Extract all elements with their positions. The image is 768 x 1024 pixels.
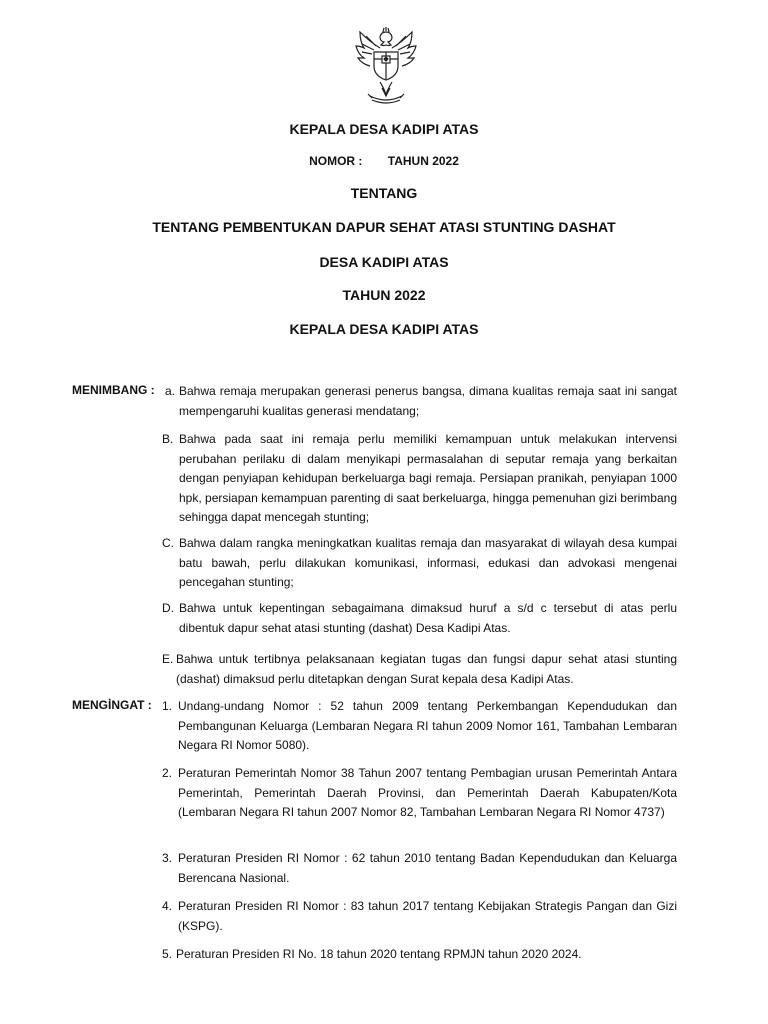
year-heading: TAHUN 2022 [342,287,426,303]
garuda-emblem-icon [354,26,418,112]
item-text: Bahwa untuk tertibnya pelaksanaan kegiatan tugas dan fungsi dapur sehat atasi stunting (dashat) dimaksud perlu ditetapkan dengan Surat kepala desa Kadipi Atas. [176,652,677,686]
item-marker: B. [162,432,174,446]
menimbang-item [162,650,677,689]
item-text: Bahwa dalam rangka meningkatkan kualitas remaja dan masyarakat di wilayah desa kumpai batu bawah, perlu dilakukan komunikasi, informasi, edukasi dan advokasi mengenai pencegahan stunting; [179,536,677,589]
menimbang-item [162,599,677,638]
item-text: Bahwa pada saat ini remaja perlu memiliki kemampuan untuk melakukan intervensi perubahan perilaku di dalam menyikapi permasalahan di seputar remaja yang berkaitan dengan penyiapan kehidupan berkeluarga bagi remaja. Persiapan pranikah, penyiapan 1000 hpk, persiapan kemampuan parenting di saat berkeluarga, hingga pemenuhan gizi berimbang sehingga dapat mencegah stunting; [179,432,677,524]
document-title: KEPALA DESA KADIPI ATAS [289,121,479,137]
item-marker: D. [162,601,174,615]
item-marker: 1. [162,699,173,713]
nomor-label: NOMOR : [309,154,363,168]
tahun-label: TAHUN 2022 [387,154,459,168]
mengingat-item [162,764,677,823]
desa-heading: DESA KADIPI ATAS [319,254,449,270]
item-text: Peraturan Presiden RI Nomor : 62 tahun 2010 tentang Badan Kependudukan dan Keluarga Berencana Nasional. [178,851,677,885]
mengingat-item [162,849,677,888]
menimbang-item [165,382,677,421]
item-text: Peraturan Presiden RI No. 18 tahun 2020 tentang RPMJN tahun 2020 2024. [176,947,582,961]
item-marker: a. [165,384,176,398]
closing-heading: KEPALA DESA KADIPI ATAS [289,321,479,337]
item-marker: E. [162,652,174,666]
item-text: Undang-undang Nomor : 52 tahun 2009 tentang Perkembangan Kependudukan dan Pembangunan Keluarga (Lembaran Negara RI tahun 2009 Nomor 161, Tambahan Lembaran Negara RI Nomor 5080). [178,699,677,752]
mengingat-item [162,945,677,965]
item-marker: 5. [162,947,173,961]
subject-heading: TENTANG PEMBENTUKAN DAPUR SEHAT ATASI STUNTING DASHAT [152,219,616,235]
mengingat-label: MENGİNGAT : [72,698,152,712]
mengingat-item [162,697,677,756]
item-text: Bahwa remaja merupakan generasi penerus bangsa, dimana kualitas remaja saat ini sangat mempengaruhi kualitas generasi mendatang; [179,384,677,418]
menimbang-item [162,430,677,528]
menimbang-label: MENIMBANG : [72,383,155,397]
tentang-heading: TENTANG [350,185,418,201]
document-number [0,154,768,168]
item-marker: C. [162,536,174,550]
item-marker: 3. [162,851,173,865]
item-text: Bahwa untuk kepentingan sebagaimana dimaksud huruf a s/d c tersebut di atas perlu dibentuk dapur sehat atasi stunting (dashat) Desa Kadipi Atas. [179,601,677,635]
item-marker: 4. [162,899,173,913]
mengingat-item [162,897,677,936]
item-text: Peraturan Pemerintah Nomor 38 Tahun 2007 tentang Pembagian urusan Pemerintah Antara Pemerintah, Pemerintah Daerah Provinsi, dan Pemerintah Daerah Kabupaten/Kota (Lembaran Negara RI tahun 2007 Nomor 82, Tambahan Lembaran Negara RI Nomor 4737) [178,766,677,819]
menimbang-item [162,534,677,593]
item-text: Peraturan Presiden RI Nomor : 83 tahun 2017 tentang Kebijakan Strategis Pangan dan Gizi (KSPG). [178,899,677,933]
item-marker: 2. [162,766,173,780]
